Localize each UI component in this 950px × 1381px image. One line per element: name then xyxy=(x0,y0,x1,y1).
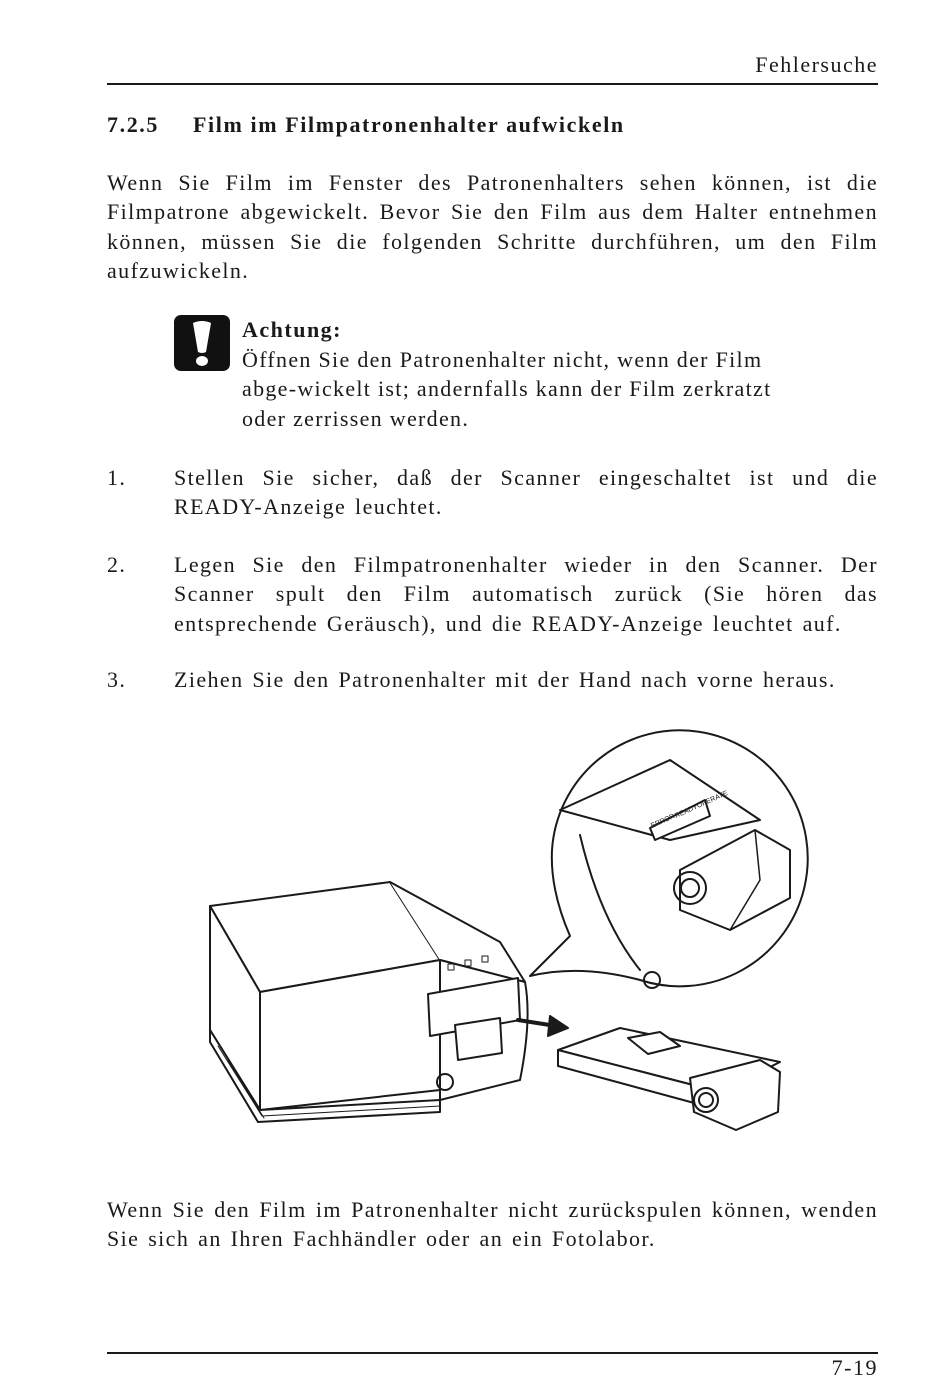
film-holder xyxy=(558,1028,780,1130)
scanner-body xyxy=(210,882,528,1122)
step-number: 3. xyxy=(107,667,127,692)
step-item xyxy=(107,463,878,522)
warning-block xyxy=(242,315,882,433)
warning-line: oder zerrissen werden. xyxy=(242,405,470,431)
step-text: Legen Sie den Filmpatronenhalter wieder in den Scanner. Der Scanner spult den Film automatisch zurück (Sie hören das entsprechende Geräusch), und die READY-Anzeige leuchtet auf. xyxy=(174,552,878,636)
section-number: 7.2.5 xyxy=(107,112,159,137)
panel-label: ERROR xyxy=(649,813,676,830)
warning-title: Achtung: xyxy=(242,317,343,342)
step-item xyxy=(107,550,878,638)
section-title: Film im Filmpatronenhalter aufwickeln xyxy=(193,112,625,137)
warning-line: Öffnen Sie den Patronenhalter nicht, wenn der Film xyxy=(242,346,763,372)
page-number: 7-19 xyxy=(831,1355,878,1380)
step-text: Stellen Sie sicher, daß der Scanner eingeschaltet ist und die READY-Anzeige leuchtet. xyxy=(174,465,878,520)
scanner-illustration xyxy=(200,720,820,1150)
step-item xyxy=(107,665,878,694)
panel-label: OPERATE xyxy=(695,790,729,810)
exclamation-icon xyxy=(173,314,231,372)
step-text: Ziehen Sie den Patronenhalter mit der Hand nach vorne heraus. xyxy=(174,667,836,692)
panel-label: READY xyxy=(673,803,699,820)
footer-rule xyxy=(107,1352,878,1354)
header-rule xyxy=(107,83,878,85)
magnified-detail xyxy=(530,730,808,988)
step-number: 2. xyxy=(107,552,127,577)
step-number: 1. xyxy=(107,465,127,490)
intro-paragraph: Wenn Sie Film im Fenster des Patronenhalters sehen können, ist die Filmpatrone abgewickelt. Bevor Sie den Film aus dem Halter entnehmen können, müssen Sie die folgenden Schritte durchführen, um den Film aufzuwickeln. xyxy=(107,170,878,283)
warning-line: abge-wickelt ist; andernfalls kann der Film zerkratzt xyxy=(242,376,772,401)
outro-paragraph: Wenn Sie den Film im Patronenhalter nicht zurückspulen können, wenden Sie sich an Ihren Fachhändler oder an ein Fotolabor. xyxy=(107,1197,878,1252)
section-heading xyxy=(107,112,625,138)
running-header: Fehlersuche xyxy=(755,52,878,77)
